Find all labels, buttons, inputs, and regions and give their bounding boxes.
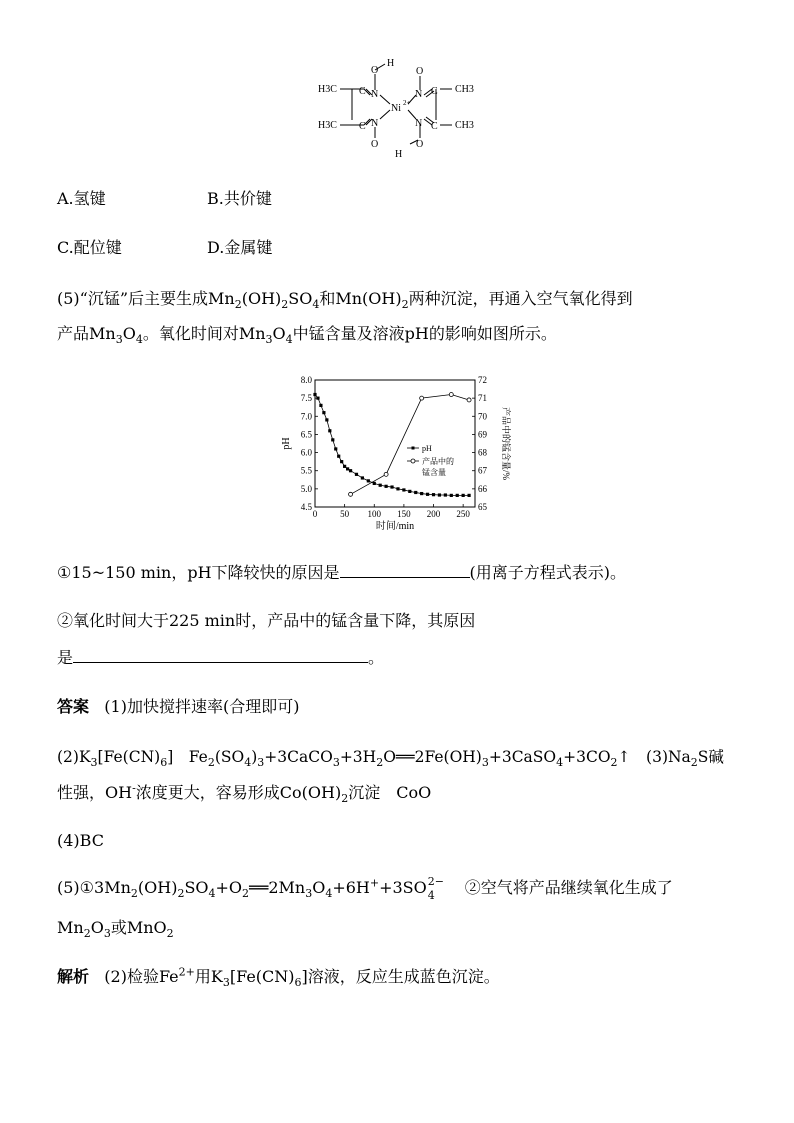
- carbon-atom: C: [359, 86, 366, 97]
- option-a: A.氢键: [57, 189, 106, 208]
- y-left-tick-label: 7.0: [300, 411, 312, 422]
- legend-mn-label: 产品中的: [422, 457, 454, 466]
- y-left-tick-label: 6.5: [300, 429, 312, 440]
- ph-data-point: [361, 476, 364, 479]
- methyl-group: H3C: [318, 120, 337, 131]
- mn-content-data-point: [420, 396, 424, 400]
- ph-data-point: [408, 490, 411, 493]
- answer-line-3: 性强，OH-浓度更大，容易形成$Co(OH)_2$沉淀 CoO: [57, 781, 432, 806]
- y-right-tick-label: 66: [478, 483, 487, 494]
- mn-content-data-point: [349, 492, 353, 496]
- ph-data-point: [420, 492, 423, 495]
- x-tick-label: 50: [340, 509, 350, 519]
- mn-content-data-point: [467, 398, 471, 402]
- x-tick-label: 100: [367, 509, 382, 519]
- series-line: [315, 395, 469, 496]
- sub-question-1: ①15~150 min，pH下降较快的原因是 (用离子方程式表示)。: [57, 563, 627, 582]
- ph-data-point: [334, 447, 337, 450]
- y-left-tick-label: 5.0: [300, 483, 312, 494]
- carbon-atom: C: [431, 121, 438, 132]
- ph-data-point: [402, 488, 405, 491]
- x-tick-label: 250: [456, 509, 470, 519]
- y-right-tick-label: 69: [478, 429, 487, 440]
- ph-data-point: [414, 491, 417, 494]
- ph-data-point: [313, 393, 316, 396]
- ph-data-point: [322, 411, 325, 414]
- ph-data-point: [426, 493, 429, 496]
- carbon-atom: C: [431, 86, 438, 97]
- mn-content-data-point: [384, 472, 388, 476]
- y-left-tick-label: 5.5: [300, 465, 312, 476]
- ph-data-point: [367, 479, 370, 482]
- y-right-tick-label: 71: [478, 393, 487, 404]
- legend-mn-marker: [411, 459, 415, 463]
- ph-data-point: [456, 494, 459, 497]
- hydrogen-atom: H: [387, 58, 395, 69]
- nickel-complex-structure: [310, 52, 490, 162]
- ph-data-point: [396, 487, 399, 490]
- ph-data-point: [467, 494, 470, 497]
- ph-data-point: [444, 493, 447, 496]
- legend-ph-marker: [412, 447, 415, 450]
- y-right-tick-label: 68: [478, 447, 487, 458]
- ph-data-point: [349, 469, 352, 472]
- x-tick-label: 0: [312, 509, 318, 519]
- answer-line-2: $(2)K_3[Fe(CN)_6]$ $Fe_2(SO_4)_3+3CaCO_3+3H_2O══2Fe(OH)_3+3CaSO_4+3CO_2↑$ $(3)Na_2S$碱: [57, 748, 724, 770]
- question-5-line-2: 产品$Mn_3O_4$。氧化时间对$Mn_3O_4$中锰含量及溶液pH的影响如图所示。: [57, 324, 557, 347]
- x-tick-label: 150: [397, 509, 411, 519]
- y-left-tick-label: 8.0: [300, 375, 312, 385]
- ph-data-point: [385, 485, 388, 488]
- answer-label: 答案: [57, 697, 90, 716]
- legend-ph-label: pH: [422, 444, 432, 453]
- question-5-line-1: (5)“沉锰”后主要生成$Mn_2(OH)_2SO_4$和$Mn(OH)_2$两种沉淀，再通入空气氧化得到: [57, 289, 633, 312]
- y-left-tick-label: 4.5: [300, 502, 312, 512]
- nitrogen-atom: N: [371, 89, 379, 100]
- methyl-group: H3C: [318, 84, 337, 95]
- nitrogen-atom: N: [371, 118, 379, 129]
- y-right-axis-label: 产品中的锰含量/%: [501, 407, 511, 480]
- y-left-tick-label: 7.5: [300, 393, 312, 404]
- oxygen-atom: O: [416, 139, 424, 150]
- oxygen-atom: O: [371, 65, 379, 76]
- ph-data-point: [328, 429, 331, 432]
- answer-blank[interactable]: [73, 648, 368, 663]
- y-left-axis-label: pH: [281, 437, 292, 450]
- methyl-group: CH3: [455, 84, 474, 95]
- oxygen-atom: O: [416, 66, 424, 77]
- sub-question-2: ②氧化时间大于225 min时，产品中的锰含量下降，其原因: [57, 611, 476, 630]
- x-axis-label: 时间/min: [375, 521, 415, 532]
- sub-question-2-cont: 是 。: [57, 648, 385, 667]
- x-tick-label: 200: [426, 509, 441, 519]
- analysis-line: 解析 (2)检验$Fe^{2+}$用$K_3[Fe(CN)_6]$溶液，反应生成蓝色沉淀。: [57, 965, 500, 990]
- legend-mn-label: 锰含量: [422, 468, 446, 477]
- hydrogen-atom: H: [395, 149, 403, 160]
- y-right-tick-label: 72: [478, 375, 487, 385]
- option-d: D.金属键: [207, 238, 273, 257]
- ph-data-point: [373, 482, 376, 485]
- ph-data-point: [432, 493, 435, 496]
- analysis-label: 解析: [57, 967, 90, 986]
- nitrogen-atom: N: [415, 118, 423, 129]
- ph-data-point: [450, 494, 453, 497]
- oxidation-time-chart: [275, 370, 525, 535]
- nickel-charge: 2+: [403, 99, 411, 107]
- option-c: C.配位键: [57, 238, 122, 257]
- ph-data-point: [379, 484, 382, 487]
- y-left-tick-label: 6.0: [300, 447, 312, 458]
- ph-data-point: [316, 397, 319, 400]
- ph-data-point: [355, 473, 358, 476]
- y-right-tick-label: 65: [478, 502, 487, 512]
- methyl-group: CH3: [455, 120, 474, 131]
- ph-data-point: [331, 438, 334, 441]
- y-right-tick-label: 70: [478, 411, 487, 422]
- ph-data-point: [319, 404, 322, 407]
- answer-line-6: $Mn_2O_3$或MnO$_2$: [57, 918, 174, 941]
- answer-line-5: $(5)①3Mn_2(OH)_2SO_4+O_2══2Mn_3O_4+6H^++3SO$ 2− 4 ②空气将产品继续氧化生成了: [57, 875, 673, 902]
- carbon-atom: C: [359, 121, 366, 132]
- ph-data-point: [343, 465, 346, 468]
- ph-data-point: [390, 485, 393, 488]
- answer-line-1: 答案 (1)加快搅拌速率(合理即可): [57, 697, 300, 716]
- ph-data-point: [346, 467, 349, 470]
- y-right-tick-label: 67: [478, 465, 487, 476]
- nitrogen-atom: N: [415, 89, 423, 100]
- ph-data-point: [438, 493, 441, 496]
- ph-data-point: [462, 494, 465, 497]
- nickel-atom: Ni: [391, 103, 401, 114]
- oxygen-atom: O: [371, 139, 379, 150]
- option-b: B.共价键: [207, 189, 272, 208]
- answer-blank[interactable]: [340, 563, 470, 578]
- ph-data-point: [325, 418, 328, 421]
- ph-data-point: [337, 455, 340, 458]
- mn-content-data-point: [449, 393, 453, 397]
- answer-line-4: (4)BC: [57, 831, 104, 850]
- ph-data-point: [340, 460, 343, 463]
